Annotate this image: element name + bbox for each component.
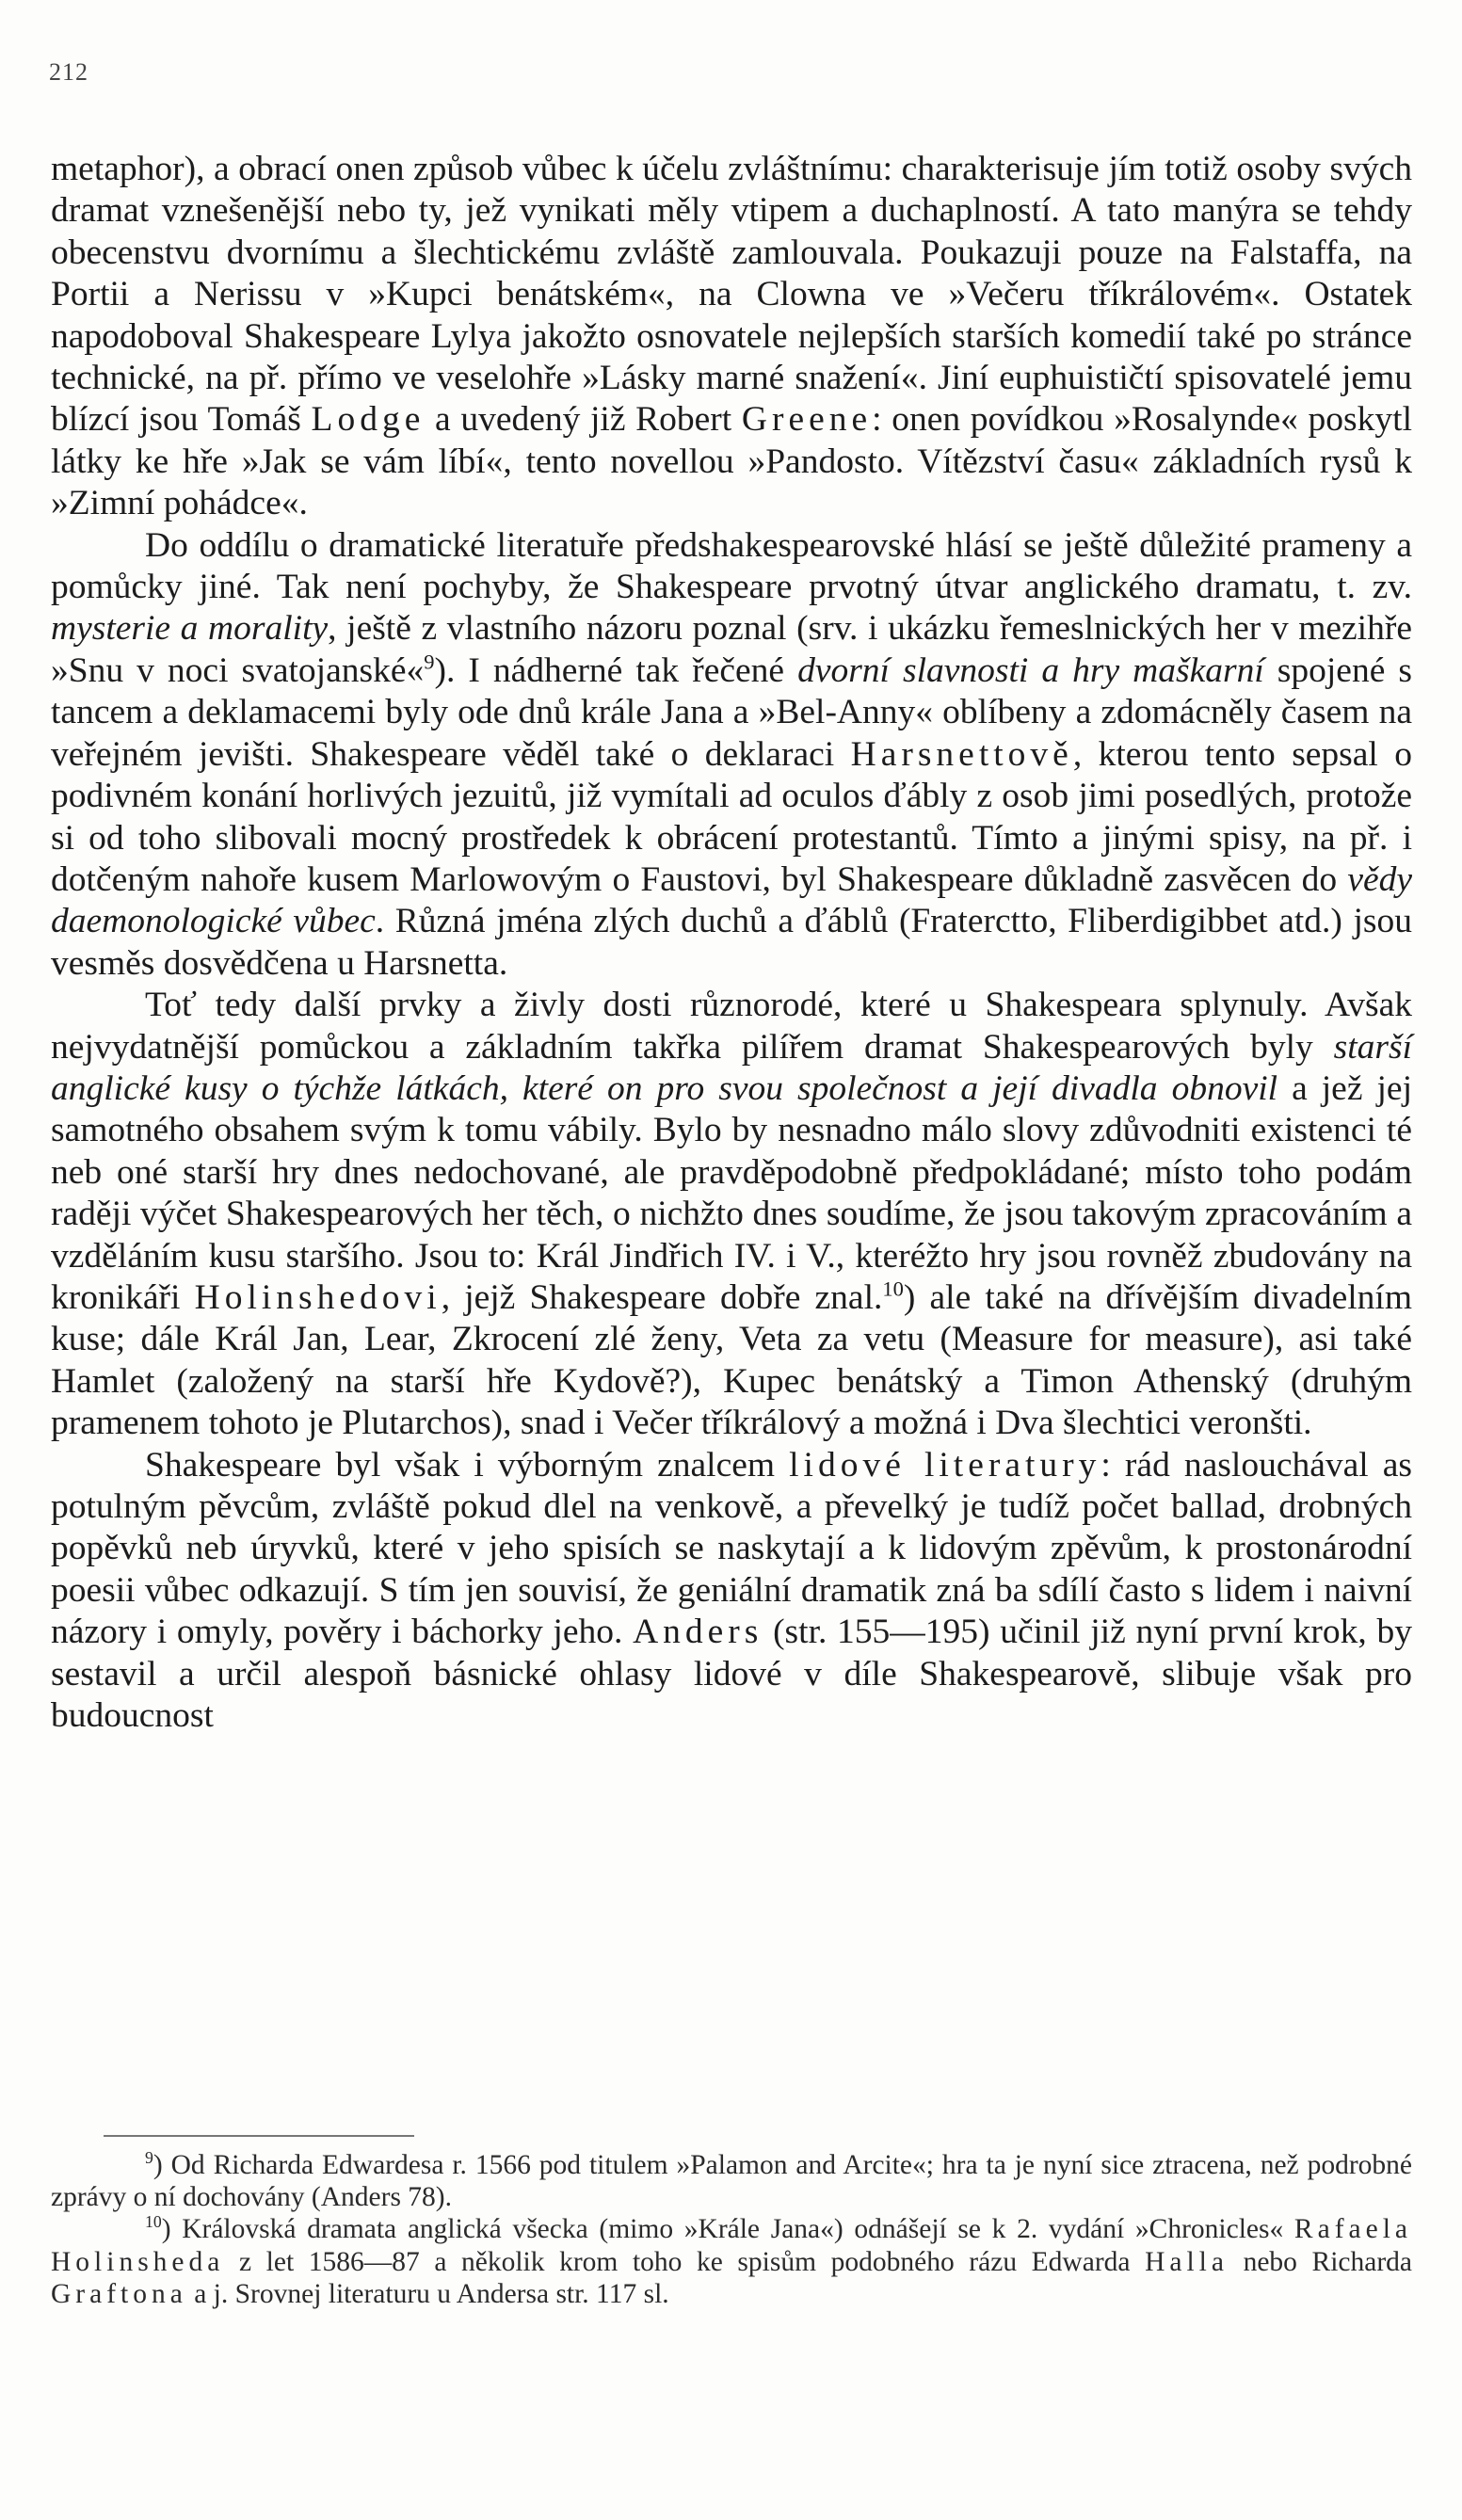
spaced-name-anders: Anders — [633, 1613, 763, 1652]
text-run: nebo Richarda — [1228, 2246, 1412, 2277]
footnote-ref-10: 10 — [882, 1276, 904, 1301]
paragraph-folk-literature — [51, 1445, 1412, 1738]
main-text — [51, 149, 1412, 1737]
text-run: , kterou tento sepsal o podivném konání horlivých jezuitů, již vymítali ad oculos ďábly z osob jimi posedlých, protože si od toho slibovali mocný prostředek k obrácení protestantů. Tímto a jinými spisy, na př. i dotčeným nahoře kusem Marlowovým o Faustovi, byl Shakespeare důkladně zasvěcen do — [51, 734, 1412, 899]
text-run: ). I nádherné tak řečené — [434, 650, 798, 690]
text-run: Shakespeare byl však i výborným znalcem — [145, 1445, 790, 1485]
italic-term: vědy daemonologické vůbec — [51, 859, 1412, 941]
footnote-9 — [51, 2149, 1412, 2213]
text-run: ) Od Richarda Edwardesa r. 1566 pod titulem »Palamon and Arcite«; hra ta je nyní sice ztracena, než podrobné zprávy o ní dochovány (Anders 78). — [51, 2150, 1412, 2213]
text-run: , jejž Shakespeare dobře znal. — [441, 1277, 883, 1317]
spaced-name-lodge: Lodge — [311, 400, 426, 440]
page-number: 212 — [49, 58, 88, 86]
spaced-name-holinshed: Holinshedovi — [194, 1277, 442, 1317]
text-run: a jež jej samotného obsahem svým k tomu vábily. Bylo by nesnadno málo slovy zdůvodniti existenci té neb oné starší hry dnes nedochované, ale pravděpodobně předpokládané; místo toho podám raději výčet Shakespearových her těch, o nichžto dnes soudíme, že jsou takovým zpracováním a vzděláním kusu staršího. Jsou to: Král Jindřich IV. i V., kteréžto hry jsou rovněž zbudovány na kronikáři — [51, 1068, 1412, 1317]
spaced-name-holinshed-full: Rafaela Holinsheda — [51, 2214, 1412, 2277]
text-run: : rád naslouchával as potulným pěvcům, zvláště pokud dlel na venkově, a převelký je tudíž počet ballad, drobných popěvků neb úryvků, které v jeho spisích se naskytají a k lidovým zpěvům, k prostonárodní poesii vůbec odkazují. S tím jen souvisí, že geniální dramatik zná ba sdílí často s lidem i naivní názory i omyly, pověry i báchorky jeho. — [51, 1445, 1413, 1652]
text-run: z let 1586—87 a několik krom toho ke spisům podobného rázu Edwarda — [224, 2246, 1146, 2277]
text-run: Toť tedy další prvky a živly dosti různorodé, které u Shakespeara splynuly. Avšak nejvydatnější pomůckou a základním takřka pilířem dramat Shakespearových byly — [51, 986, 1412, 1067]
text-run: . Různá jména zlých duchů a ďáblů (Fraterctto, Fliberdigibbet atd.) jsou vesměs dosvědčena u Harsnetta. — [51, 902, 1412, 983]
paragraph-euphuism — [51, 149, 1412, 525]
spaced-name-harsnett: Harsnettově — [850, 734, 1073, 774]
footnote-mark: 9 — [145, 2148, 153, 2168]
footnote-10 — [51, 2213, 1412, 2310]
spaced-name-greene: Greene — [741, 400, 873, 440]
spaced-name-hall: Halla — [1145, 2246, 1229, 2277]
paragraph-dramatic-sources — [51, 525, 1412, 985]
italic-term: mysterie a morality — [51, 609, 329, 649]
italic-term: starší anglické kusy o týchže látkách, které on pro svou společnost a její divadla obnovil — [51, 1027, 1412, 1108]
text-run: , ještě z vlastního názoru poznal (srv. i ukázku řemeslnických her v mezihře »Snu v noci svatojanské« — [51, 609, 1412, 690]
text-run: a uvedený již Robert — [425, 400, 742, 440]
footnotes — [51, 2149, 1412, 2310]
text-run: ) ale také na dřívějším divadelním kuse; dále Král Jan, Lear, Zkrocení zlé ženy, Veta za vetu (Measure for measure), asi také Hamlet (založený na starší hře Kydově?), Kupec benátský a Timon Athenský (druhým pramenem tohoto je Plutarchos), snad i Večer tříkrálový a možná i Dva šlechtici veronšti. — [51, 1277, 1412, 1443]
footnote-mark: 10 — [145, 2212, 162, 2232]
text-run: (str. 155—195) učinil již nyní první krok, by sestavil a určil alespoň básnické ohlasy lidové v díle Shakespearově, slibuje však pro budoucnost — [51, 1613, 1412, 1736]
text-run: a j. Srovnej literaturu u Andersa str. 117 sl. — [186, 2278, 669, 2309]
spaced-term-folk-literature: lidové literatury — [789, 1445, 1101, 1485]
italic-term: dvorní slavnosti a hry maškarní — [797, 650, 1264, 690]
text-run: spojené s tancem a deklamacemi byly ode dnů krále Jana a »Bel-Anny« oblíbeny a zdomácněly časem na veřejném jevišti. Shakespeare věděl také o deklaraci — [51, 650, 1412, 774]
text-run: metaphor), a obrací onen způsob vůbec k účelu zvláštnímu: charakterisuje jím totiž osoby svých dramat vznešenější nebo ty, jež vynikati měly vtipem a duchaplností. A tato manýra se tehdy obecenstvu dvornímu a šlechtickému zvláště zamlouvala. Poukazuji pouze na Falstaffa, na Portii a Nerissu v »Kupci benátském«, na Clowna ve »Večeru tříkrálovém«. Ostatek napodoboval Shakespeare Lylya jakožto osnovatele nejlepších starších komedií také po stránce technické, na př. přímo ve veselohře »Lásky marné snažení«. Jiní euphuističtí spisovatelé jemu blízcí jsou Tomáš — [51, 150, 1412, 440]
footnote-ref-9: 9 — [424, 650, 435, 674]
text-run: : onen povídkou »Rosalynde« poskytl látky ke hře »Jak se vám líbí«, tento novellou »Pandosto. Vítězství času« základních rysů k »Zimní pohádce«. — [51, 400, 1412, 523]
footnote-divider — [104, 2135, 414, 2137]
spaced-name-grafton: Graftona — [51, 2278, 187, 2309]
text-run: ) Královská dramata anglická všecka (mimo »Krále Jana«) odnášejí se k 2. vydání »Chronicles« — [161, 2214, 1294, 2245]
text-run: Do oddílu o dramatické literatuře předshakespearovské hlásí se ještě důležité prameny a pomůcky jiné. Tak není pochyby, že Shakespeare prvotný útvar anglického dramatu, t. zv. — [51, 525, 1412, 607]
paragraph-older-plays — [51, 985, 1412, 1444]
